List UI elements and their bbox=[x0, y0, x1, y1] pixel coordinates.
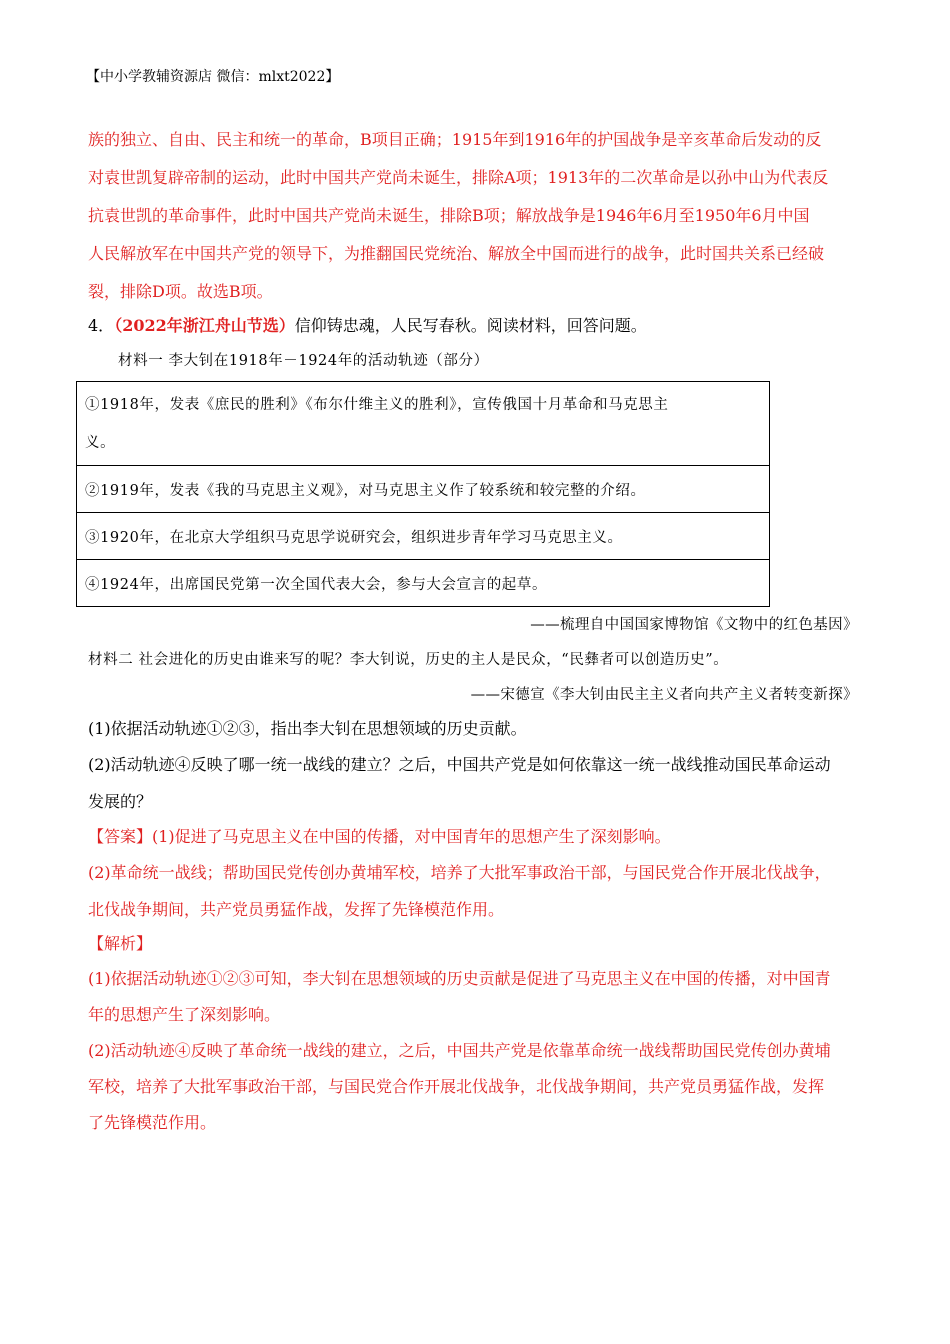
prev-analysis-line: 人民解放军在中国共产党的领导下，为推翻国民党统治、解放全中国而进行的战争，此时国共关系已经破 bbox=[88, 244, 825, 263]
answer-line: 北伐战争期间，共产党员勇猛作战，发挥了先锋模范作用。 bbox=[88, 900, 505, 919]
activity-trace-table bbox=[76, 381, 770, 607]
question-part-2: (2)活动轨迹④反映了哪一统一战线的建立？之后，中国共产党是如何依靠这一统一战线推动国民革命运动 bbox=[88, 755, 831, 774]
table-cell: ③1920年，在北京大学组织马克思学说研究会，组织进步青年学习马克思主义。 bbox=[77, 513, 770, 560]
table-row bbox=[77, 560, 770, 607]
row1-line1: ①1918年，发表《庶民的胜利》《布尔什维主义的胜利》，宣传俄国十月革命和马克思主 bbox=[85, 396, 669, 413]
table-row bbox=[77, 382, 770, 466]
material2-citation: ——宋德宣《李大钊由民主主义者向共产主义者转变新探》 bbox=[470, 687, 858, 703]
prev-analysis-line: 对袁世凯复辟帝制的运动，此时中国共产党尚未诞生，排除A项；1913年的二次革命是以孙中山为代表反 bbox=[88, 168, 829, 187]
analysis-line: 了先锋模范作用。 bbox=[88, 1113, 217, 1132]
analysis-line: (2)活动轨迹④反映了革命统一战线的建立，之后，中国共产党是依靠革命统一战线帮助国民党传创办黄埔 bbox=[88, 1041, 831, 1060]
answer-line: 【答案】(1)促进了马克思主义在中国的传播，对中国青年的思想产生了深刻影响。 bbox=[88, 827, 671, 846]
table-row bbox=[77, 466, 770, 513]
row1-line2: 义。 bbox=[85, 434, 116, 451]
answer-line: (2)革命统一战线；帮助国民党传创办黄埔军校，培养了大批军事政治干部，与国民党合作开展北伐战争， bbox=[88, 863, 831, 882]
analysis-line: (1)依据活动轨迹①②③可知，李大钊在思想领域的历史贡献是促进了马克思主义在中国的传播，对中国青 bbox=[88, 969, 831, 988]
material1-title: 材料一 李大钊在1918年－1924年的活动轨迹（部分） bbox=[118, 353, 489, 369]
prev-analysis-line: 裂，排除D项。故选B项。 bbox=[88, 282, 273, 301]
analysis-line: 年的思想产生了深刻影响。 bbox=[88, 1005, 281, 1024]
table-cell: ②1919年，发表《我的马克思主义观》，对马克思主义作了较系统和较完整的介绍。 bbox=[77, 466, 770, 513]
material2-text: 材料二 社会进化的历史由谁来写的呢？李大钊说，历史的主人是民众，“民彝者可以创造历史”。 bbox=[88, 652, 729, 668]
question-number: 4． bbox=[88, 316, 115, 335]
table-cell bbox=[77, 382, 770, 466]
analysis-label: 【解析】 bbox=[88, 934, 153, 953]
question-part-2-cont: 发展的？ bbox=[88, 792, 153, 811]
material1-citation: ——梳理自中国国家博物馆《文物中的红色基因》 bbox=[530, 617, 858, 633]
analysis-line: 军校，培养了大批军事政治干部，与国民党合作开展北伐战争，北伐战争期间，共产党员勇猛作战，发挥 bbox=[88, 1077, 825, 1096]
question-4 bbox=[88, 313, 868, 336]
question-part-1: (1)依据活动轨迹①②③，指出李大钊在思想领域的历史贡献。 bbox=[88, 719, 527, 738]
table-row bbox=[77, 513, 770, 560]
page-header: 【中小学教辅资源店 微信：mlxt2022】 bbox=[86, 69, 340, 85]
prev-analysis-line: 族的独立、自由、民主和统一的革命，B项目正确；1915年到1916年的护国战争是辛亥革命后发动的反 bbox=[88, 130, 822, 149]
table-cell: ④1924年，出席国民党第一次全国代表大会，参与大会宣言的起草。 bbox=[77, 560, 770, 607]
question-source: （2022年浙江舟山节选） bbox=[114, 316, 295, 335]
prev-analysis-line: 抗袁世凯的革命事件，此时中国共产党尚未诞生，排除B项；解放战争是1946年6月至1950年6月中国 bbox=[88, 206, 810, 225]
question-stem: 信仰铸忠魂，人民写春秋。阅读材料，回答问题。 bbox=[294, 316, 647, 335]
